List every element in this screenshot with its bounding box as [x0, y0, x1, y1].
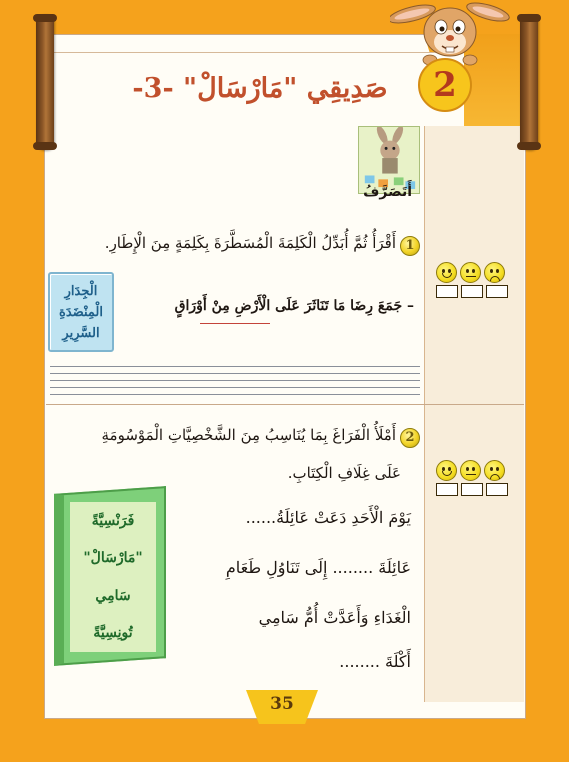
evaluation-checkbox[interactable] — [436, 483, 458, 496]
self-evaluation-1 — [436, 262, 508, 298]
self-evaluation-2 — [436, 460, 508, 496]
evaluation-checkbox[interactable] — [486, 483, 508, 496]
evaluation-column — [424, 90, 524, 702]
book-character: تُونِسِيَّةً — [93, 625, 133, 642]
evaluation-checkbox[interactable] — [486, 285, 508, 298]
smile-face-icon — [436, 460, 457, 481]
sad-face-icon — [484, 460, 505, 481]
exercise-number-1: 1 — [400, 236, 420, 256]
book-character: فَرَنْسِيَّةً — [91, 512, 135, 529]
evaluation-checkbox[interactable] — [436, 285, 458, 298]
exercise-1-sentence: – جَمَعَ رِضَا مَا تَنَاثَرَ عَلَى الْأَرْضِ مِنْ أَوْرَاقٍ — [174, 298, 414, 314]
fill-line-1[interactable]: يَوْمَ الْأَحَدِ دَعَتْ عَائِلَةُ...... — [245, 508, 411, 527]
underlined-word-marker — [200, 323, 270, 324]
neutral-face-icon — [460, 262, 481, 283]
evaluation-checkbox[interactable] — [461, 483, 483, 496]
book-cover-label — [70, 502, 156, 652]
scroll-rod-right — [520, 14, 538, 150]
book-character: "مَارْسَالْ" — [83, 550, 143, 567]
word-option: الْمِنْضَدَةِ — [59, 304, 103, 320]
exercise-1-instruction: أَقْرَأُ ثُمَّ أُبَدِّلُ الْكَلِمَةَ الْمُسَطَّرَةَ بِكَلِمَةٍ مِنَ الْإِطَارِ. — [104, 234, 396, 252]
fill-line-3[interactable]: الْغَدَاءِ وَأَعَدَّتْ أُمُّ سَامِي — [258, 608, 411, 627]
smile-face-icon — [436, 262, 457, 283]
writing-line[interactable] — [50, 373, 420, 374]
word-option: الْجِدَارِ — [64, 283, 98, 299]
exercise-2-instruction-continued: عَلَى غِلَافِ الْكِتَابِ. — [287, 464, 401, 482]
section-label: أَتَصَرَّفُ — [363, 184, 412, 200]
lesson-number-badge: 2 — [418, 58, 472, 112]
fill-line-2[interactable]: عَائِلَةَ ........ إِلَى تَنَاوُلِ طَعَامِ — [225, 558, 411, 577]
neutral-face-icon — [460, 460, 481, 481]
word-option: السَّرِيرِ — [62, 325, 100, 341]
scroll-rod-left — [36, 14, 54, 150]
book-character: سَامِي — [95, 587, 131, 604]
fill-line-4[interactable]: أَكْلَةَ ........ — [339, 652, 411, 671]
exercise-2-instruction: أَمْلَأُ الْفَرَاغَ بِمَا يُنَاسِبُ مِنَ الشَّخْصِيَّاتِ الْمَوْسُومَةِ — [101, 426, 396, 444]
section-divider — [46, 404, 524, 405]
lesson-title: صَدِيقِي "مَارْسَالْ" -3- — [132, 73, 388, 104]
writing-line[interactable] — [50, 366, 420, 367]
word-options-box — [48, 272, 114, 352]
sad-face-icon — [484, 262, 505, 283]
page-number: 35 — [270, 694, 294, 714]
exercise-number-2: 2 — [400, 428, 420, 448]
writing-line[interactable] — [50, 380, 420, 381]
writing-line[interactable] — [50, 394, 420, 395]
writing-line[interactable] — [50, 387, 420, 388]
evaluation-checkbox[interactable] — [461, 285, 483, 298]
